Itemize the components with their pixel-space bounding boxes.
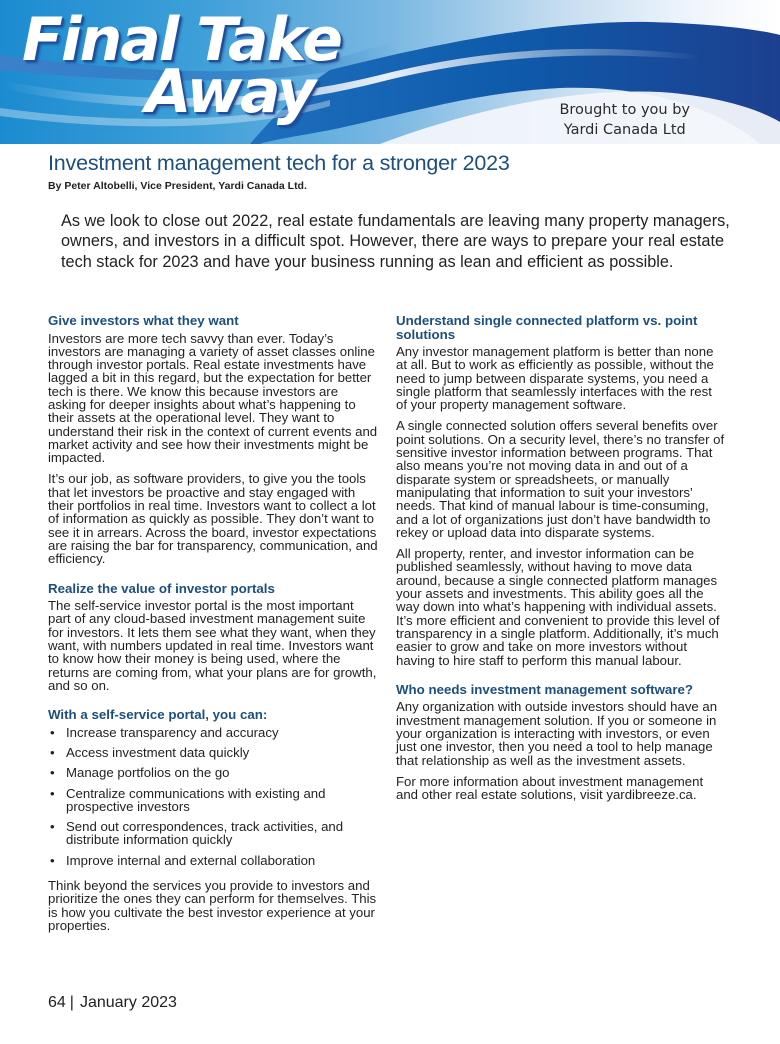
right-column <box>396 314 726 809</box>
footer-separator: | <box>69 994 74 1011</box>
body-paragraph: Think beyond the services you provide to investors and prioritize the ones they can perform for themselves. This is how you cultivate the best investor experience at your properties. <box>48 878 377 933</box>
body-paragraph: A single connected solution offers several benefits over point solutions. On a security level, there’s no transfer of sensitive investor information between programs. That also means you’re not moving data in and out of a disparate system or spreadsheets, or manually manipulating that information to suit your investors’ needs. That kind of manual labour is time-consuming, and a lot of organizations just don’t have bandwidth to rekey or upload data into disparate systems. <box>396 418 725 540</box>
banner-title-line2: Away <box>145 57 314 127</box>
list-item: • Manage portfolios on the go <box>48 766 378 779</box>
body-paragraph: Any investor management platform is better than none at all. But to work as efficiently as possible, without the need to jump between disparate systems, you need a single platform that seamlessly interfaces with the rest of your property management software. <box>396 344 714 413</box>
page-footer <box>48 994 177 1012</box>
left-column <box>48 314 378 940</box>
header-banner <box>0 0 780 144</box>
body-paragraph: Investors are more tech savvy than ever. Today’s investors are managing a variety of asset classes online through investor portals. Real estate investments have lagged a bit in this regard, but the expectation for better tech is there. We know this because investors are asking for deeper insights about what’s happening to their assets at the operational level. They want to understand their risk in the context of current events and market activity and see how their investments might be impacted. <box>48 330 378 466</box>
section-heading: Who needs investment management software? <box>396 681 694 697</box>
body-paragraph: For more information about investment management and other real estate solutions, visit yardibreeze.ca. <box>396 773 704 803</box>
issue-date: January 2023 <box>79 994 177 1011</box>
section-heading: Give investors what they want <box>48 313 239 328</box>
sponsor-line2: Yardi Canada Ltd <box>563 122 686 138</box>
intro-paragraph: As we look to close out 2022, real estate fundamentals are leaving many property managers, owners, and investors in a difficult spot. However, there are ways to prepare your real estate tech stack for 2023 and have your business running as lean and efficient as possible. <box>61 212 730 271</box>
body-paragraph: Any organization with outside investors should have an investment management solution. If you or someone in your organization is interacting with investors, or even just one investor, then you need a tool to help manage that relationship as well as the investment assets. <box>396 699 718 768</box>
list-item: • Access investment data quickly <box>48 746 378 759</box>
benefits-list <box>48 726 378 867</box>
list-item: • Improve internal and external collaboration <box>48 854 378 867</box>
list-item: • Increase transparency and accuracy <box>48 726 378 739</box>
page-number: 64 <box>48 994 66 1011</box>
banner-title-line1: Final Take <box>22 5 341 75</box>
body-paragraph: It’s our job, as software providers, to give you the tools that let investors be proactive and stay engaged with their portfolios in real time. Investors want to collect a lot of information as quickly as possible. They don’t want to see it in arrears. Across the board, investor expectations are raising the bar for transparency, communication, and efficiency. <box>48 471 378 567</box>
article-title: Investment management tech for a stronger 2023 <box>48 151 510 175</box>
body-paragraph: All property, renter, and investor information can be published seamlessly, without having to move data around, because a single connected platform manages your assets and investments. This ability goes all the way down into what’s happening with individual assets. It’s more efficient and convenient to provide this level of transparency in a single platform. Additionally, it’s much easier to grow and take on more investors without having to hire staff to perform this manual labour. <box>396 546 720 668</box>
section-heading: Realize the value of investor portals <box>48 580 275 596</box>
sponsor-line1: Brought to you by <box>559 102 690 118</box>
list-item: • Send out correspondences, track activities, and distribute information quickly <box>48 820 378 847</box>
byline: By Peter Altobelli, Vice President, Yardi Canada Ltd. <box>48 180 307 192</box>
body-paragraph: The self-service investor portal is the most important part of any cloud-based investment management suite for investors. It lets them see what they want, when they want, with numbers updated in real time. Investors want to know how their money is being used, where the returns are coming from, what your plans are for growth, and so on. <box>48 598 377 693</box>
list-item: • Centralize communications with existing and prospective investors <box>48 787 378 814</box>
section-heading: Understand single connected platform vs. point solutions <box>396 313 698 342</box>
section-heading: With a self-service portal, you can: <box>48 707 268 723</box>
sponsor-credit <box>559 100 690 140</box>
